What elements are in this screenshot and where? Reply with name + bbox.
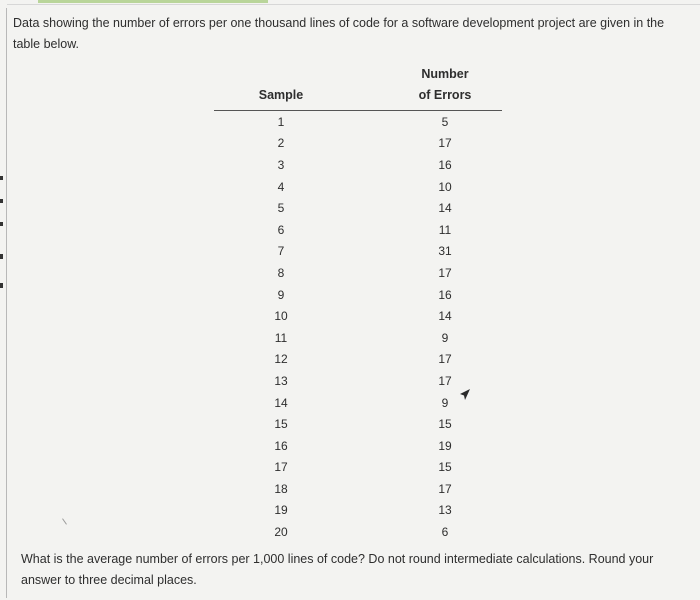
top-accent-bar bbox=[38, 0, 268, 3]
errors-table bbox=[214, 64, 502, 543]
sample-cell: 5 bbox=[277, 201, 285, 216]
edge-mark bbox=[0, 176, 3, 180]
table-row bbox=[214, 435, 502, 457]
errors-cell: 17 bbox=[438, 265, 452, 280]
errors-cell: 5 bbox=[441, 114, 449, 129]
table-row bbox=[214, 500, 502, 522]
table-row bbox=[214, 154, 502, 176]
errors-cell: 17 bbox=[438, 481, 452, 496]
errors-cell: 17 bbox=[438, 136, 452, 151]
table-row bbox=[214, 241, 502, 263]
problem-intro: Data showing the number of errors per one thousand lines of code for a software development project are given in the table below. bbox=[13, 16, 665, 51]
errors-cell: 31 bbox=[438, 244, 452, 259]
table-row bbox=[214, 457, 502, 479]
errors-cell: 16 bbox=[438, 157, 452, 172]
errors-cell: 14 bbox=[438, 201, 452, 216]
sample-cell: 2 bbox=[277, 136, 285, 151]
sample-cell: 14 bbox=[274, 395, 288, 410]
errors-cell: 13 bbox=[438, 503, 452, 518]
edge-mark bbox=[0, 199, 3, 203]
table-row bbox=[214, 413, 502, 435]
edge-mark bbox=[0, 283, 3, 288]
header-sample: Sample bbox=[214, 64, 348, 111]
sample-cell: 16 bbox=[274, 438, 288, 453]
table-row bbox=[214, 349, 502, 371]
errors-cell: 16 bbox=[438, 287, 452, 302]
edge-mark bbox=[0, 254, 3, 259]
sample-cell: 9 bbox=[277, 287, 285, 302]
sample-cell: 3 bbox=[277, 157, 285, 172]
table-row bbox=[214, 262, 502, 284]
sample-cell: 10 bbox=[274, 309, 288, 324]
table-row bbox=[214, 478, 502, 500]
errors-cell: 14 bbox=[438, 309, 452, 324]
errors-cell: 9 bbox=[441, 395, 449, 410]
errors-cell: 19 bbox=[438, 438, 452, 453]
table-row bbox=[214, 219, 502, 241]
table-row bbox=[214, 284, 502, 306]
sample-cell: 18 bbox=[274, 481, 288, 496]
sample-cell: 19 bbox=[274, 503, 288, 518]
errors-cell: 10 bbox=[438, 179, 452, 194]
sample-cell: 1 bbox=[277, 114, 285, 129]
problem-question: What is the average number of errors per 1,000 lines of code? Do not round intermediate calculations. Round your answer to three decimal places. bbox=[21, 552, 654, 587]
errors-cell: 17 bbox=[438, 373, 452, 388]
errors-cell: 15 bbox=[438, 460, 452, 475]
sample-cell: 12 bbox=[274, 352, 288, 367]
header-number-of-errors-label: Number of Errors bbox=[418, 67, 472, 102]
errors-cell: 17 bbox=[438, 352, 452, 367]
errors-cell: 15 bbox=[438, 417, 452, 432]
table-body bbox=[214, 111, 502, 543]
sample-cell: 13 bbox=[274, 373, 288, 388]
sample-cell: 11 bbox=[274, 330, 288, 345]
sample-cell: 17 bbox=[274, 460, 288, 475]
errors-cell: 9 bbox=[441, 330, 449, 345]
sample-cell: 20 bbox=[274, 525, 288, 540]
table-row bbox=[214, 111, 502, 133]
errors-cell: 6 bbox=[441, 525, 449, 540]
table-row bbox=[214, 197, 502, 219]
edge-mark bbox=[0, 222, 3, 226]
table-row bbox=[214, 176, 502, 198]
header-number-of-errors bbox=[348, 64, 502, 111]
errors-cell: 11 bbox=[438, 222, 452, 237]
sample-cell: 6 bbox=[277, 222, 285, 237]
mouse-pointer-icon bbox=[458, 388, 472, 404]
sample-cell: 7 bbox=[277, 244, 285, 259]
sample-cell: 15 bbox=[274, 417, 288, 432]
sample-cell: 4 bbox=[277, 179, 285, 194]
table-header-row bbox=[214, 64, 502, 111]
table-row bbox=[214, 305, 502, 327]
table-row bbox=[214, 521, 502, 543]
sample-cell: 8 bbox=[277, 265, 285, 280]
table-row bbox=[214, 327, 502, 349]
table-row bbox=[214, 133, 502, 155]
